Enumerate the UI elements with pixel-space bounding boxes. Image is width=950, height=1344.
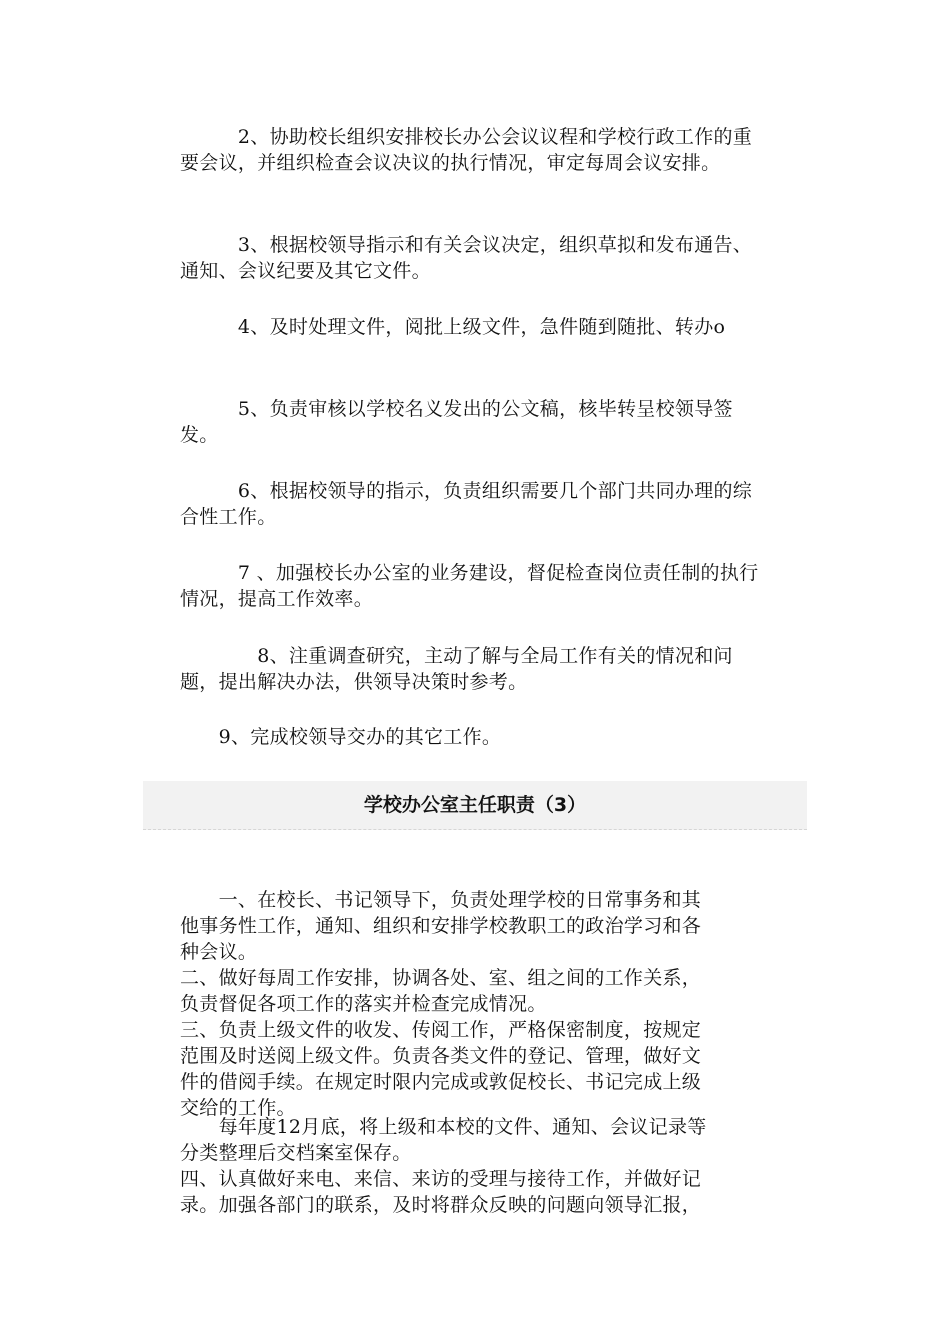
body-line: 录。加强各部门的联系，及时将群众反映的问题向领导汇报， <box>180 1194 702 1216</box>
body-line: 二、做好每周工作安排，协调各处、室、组之间的工作关系， <box>180 967 702 989</box>
body-line: 范围及时送阅上级文件。负责各类文件的登记、管理，做好文 <box>180 1045 702 1067</box>
body-line: 四、认真做好来电、来信、来访的受理与接待工作，并做好记 <box>180 1168 702 1190</box>
section-title-band <box>143 781 807 830</box>
body-line: 一、在校长、书记领导下，负责处理学校的日常事务和其 <box>180 889 702 911</box>
body-line: 交给的工作。 <box>180 1097 296 1119</box>
duty-item-5: 5、负责审核以学校名义发出的公文稿，核毕转呈校领导签发。 <box>180 398 733 446</box>
body-line: 他事务性工作，通知、组织和安排学校教职工的政治学习和各 <box>180 915 702 937</box>
duty-item-6: 6、根据校领导的指示，负责组织需要几个部门共同办理的综合性工作。 <box>180 480 753 528</box>
duty-item-9: 9、完成校领导交办的其它工作。 <box>180 726 502 748</box>
body-line: 种会议。 <box>180 941 258 963</box>
duty-item-4: 4、及时处理文件，阅批上级文件，急件随到随批、转办o <box>180 316 726 338</box>
duty-item-2: 2、协助校长组织安排校长办公会议议程和学校行政工作的重要会议，并组织检查会议决议的执行情况，审定每周会议安排。 <box>180 126 753 174</box>
duty-item-7: 7 、加强校长办公室的业务建设，督促检查岗位责任制的执行情况，提高工作效率。 <box>180 562 759 610</box>
body-line: 件的借阅手续。在规定时限内完成或敦促校长、书记完成上级 <box>180 1071 702 1093</box>
body-line: 分类整理后交档案室保存。 <box>180 1142 412 1164</box>
body-line: 三、负责上级文件的收发、传阅工作，严格保密制度，按规定 <box>180 1019 702 1041</box>
duty-item-3: 3、根据校领导指示和有关会议决定，组织草拟和发布通告、通知、会议纪要及其它文件。 <box>180 234 753 282</box>
section-title: 学校办公室主任职责（3） <box>363 794 587 816</box>
duty-item-8: 8、注重调查研究，主动了解与全局工作有关的情况和问题，提出解决办法，供领导决策时参考。 <box>180 645 733 693</box>
body-line: 负责督促各项工作的落实并检查完成情况。 <box>180 993 547 1015</box>
body-line: 每年度12月底，将上级和本校的文件、通知、会议记录等 <box>180 1116 707 1138</box>
